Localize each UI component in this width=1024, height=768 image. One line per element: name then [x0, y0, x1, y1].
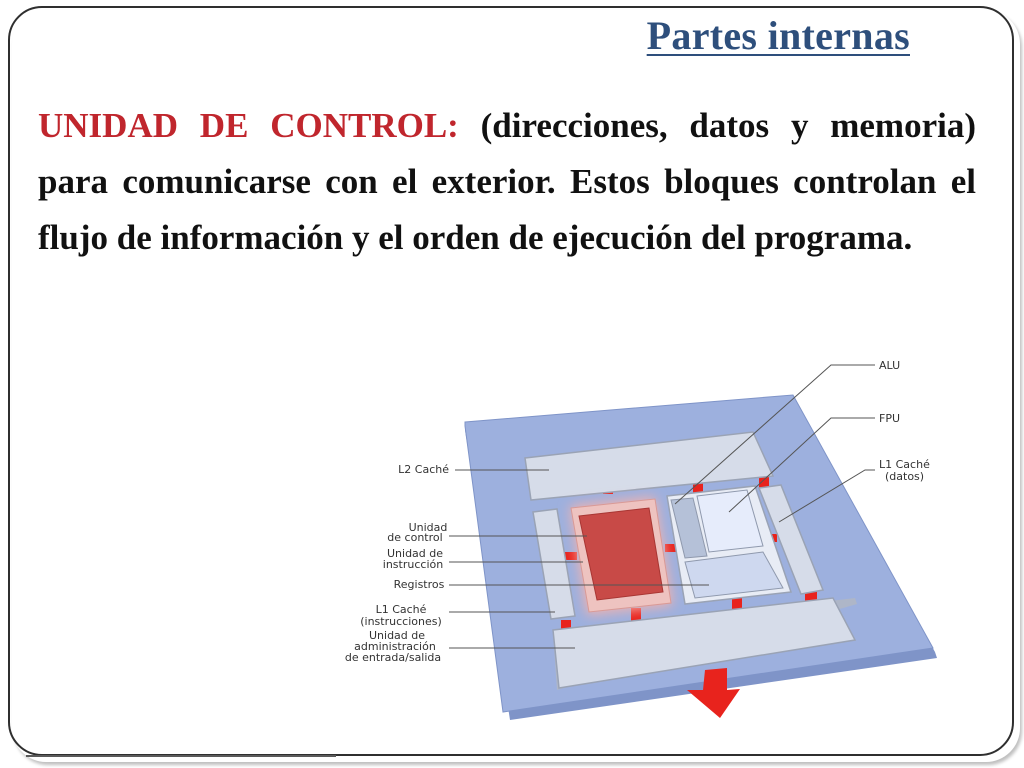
label-io-unit-line1: Unidad de: [368, 629, 426, 642]
label-instruction-unit-line2: instrucción: [382, 558, 444, 571]
label-control-unit-line2: de control: [387, 531, 443, 544]
label-io-unit-line2: administración: [354, 640, 436, 653]
control-unit-label: UNIDAD DE CONTROL:: [38, 106, 459, 145]
label-io-unit-line3: de entrada/salida: [344, 651, 442, 664]
cpu-diagram-svg: [335, 340, 965, 760]
label-l1-instructions-line2: (instrucciones): [360, 615, 442, 628]
cpu-diagram: [335, 340, 965, 760]
label-l1-data-line2: (datos): [885, 470, 925, 483]
body-text: (direcciones, datos y memoria) para comunicarse con el exterior. Estos bloques controlan el flujo de información y el orden de ejecución del programa.: [38, 106, 977, 257]
label-l2: L2 Caché: [398, 463, 449, 476]
label-alu: ALU: [879, 359, 901, 372]
label-l1-instructions-line1: L1 Caché: [375, 603, 427, 616]
slide-body: [38, 98, 976, 266]
label-fpu: FPU: [879, 412, 901, 425]
slide-title: Partes internas: [646, 13, 910, 58]
label-l1-data-line1: L1 Caché: [879, 458, 930, 471]
label-control-unit-line1: Unidad: [408, 521, 448, 534]
label-instruction-unit-line1: Unidad de: [386, 547, 444, 560]
bottom-divider: [26, 755, 336, 757]
label-registers: Registros: [393, 578, 445, 591]
